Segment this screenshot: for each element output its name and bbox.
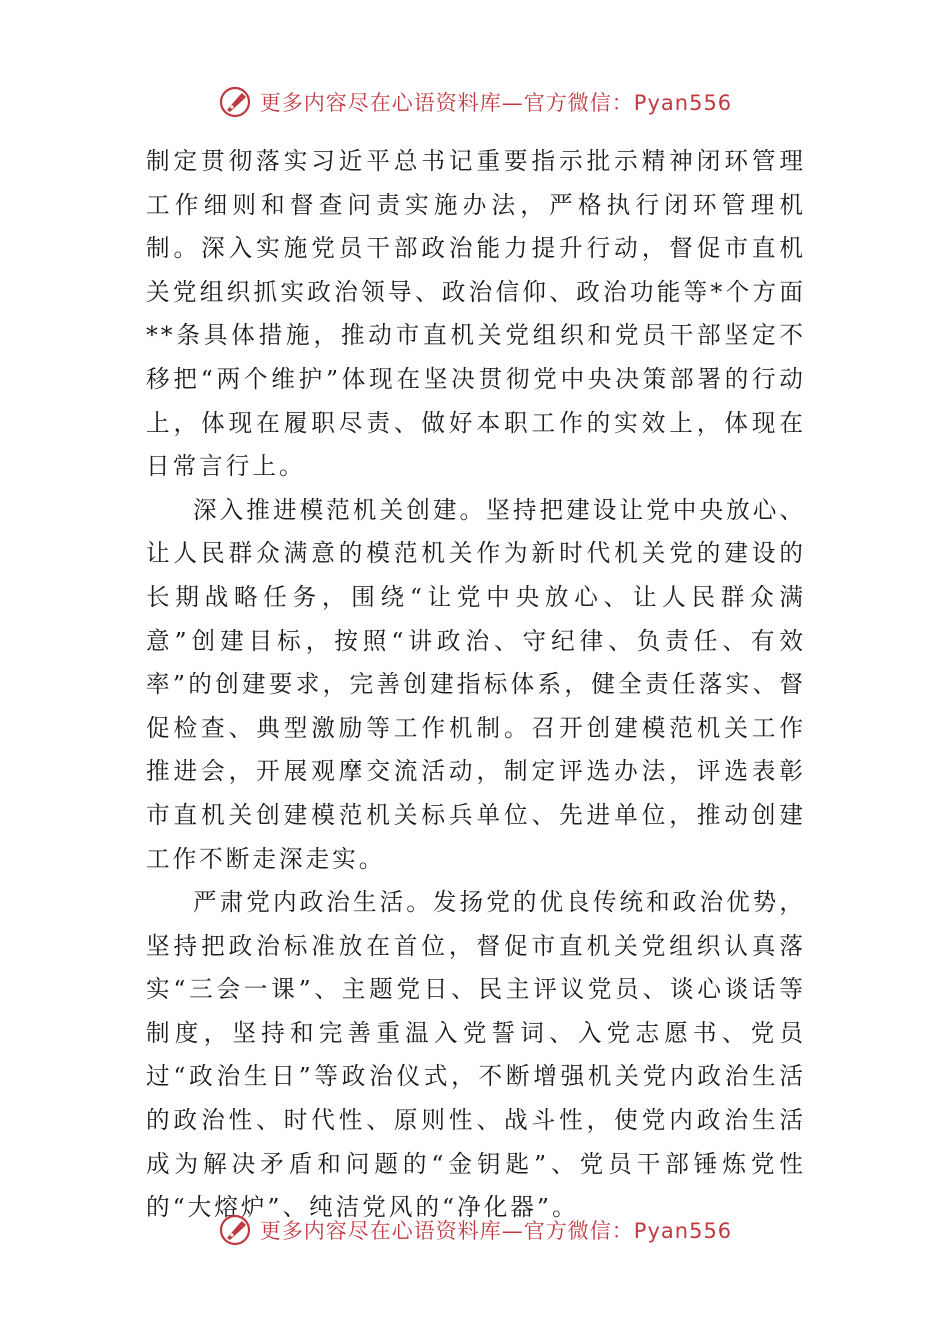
- banner-text: 更多内容尽在心语资料库—官方微信：Pyan556: [259, 91, 733, 115]
- document-body: [146, 140, 806, 1230]
- paragraph-2: 深入推进模范机关创建。坚持把建设让党中央放心、让人民群众满意的模范机关作为新时代机关党的建设的长期战略任务，围绕“让党中央放心、让人民群众满意”创建目标，按照“讲政治、守纪律、负责任、有效率”的创建要求，完善创建指标体系，健全责任落实、督促检查、典型激励等工作机制。召开创建模范机关工作推进会，开展观摩交流活动，制定评选办法，评选表彰市直机关创建模范机关标兵单位、先进单位，推动创建工作不断走深走实。: [146, 495, 806, 873]
- pen-nib-logo-icon: [218, 1213, 252, 1247]
- paragraph-1: 制定贯彻落实习近平总书记重要指示批示精神闭环管理工作细则和督查问责实施办法，严格执行闭环管理机制。深入实施党员干部政治能力提升行动，督促市直机关党组织抓实政治领导、政治信仰、政治功能等*个方面**条具体措施，推动市直机关党组织和党员干部坚定不移把“两个维护”体现在坚决贯彻党中央决策部署的行动上，体现在履职尽责、做好本职工作的实效上，体现在日常言行上。: [146, 147, 806, 481]
- header-banner: [0, 82, 950, 122]
- banner-text: 更多内容尽在心语资料库—官方微信：Pyan556: [259, 1219, 733, 1243]
- footer-banner: [0, 1210, 950, 1250]
- pen-nib-logo-icon: [218, 85, 252, 119]
- paragraph-3: 严肃党内政治生活。发扬党的优良传统和政治优势，坚持把政治标准放在首位，督促市直机关党组织认真落实“三会一课”、主题党日、民主评议党员、谈心谈话等制度，坚持和完善重温入党誓词、入党志愿书、党员过“政治生日”等政治仪式，不断增强机关党内政治生活的政治性、时代性、原则性、战斗性，使党内政治生活成为解决矛盾和问题的“金钥匙”、党员干部锤炼党性的“大熔炉”、纯洁党风的“净化器”。: [146, 888, 806, 1222]
